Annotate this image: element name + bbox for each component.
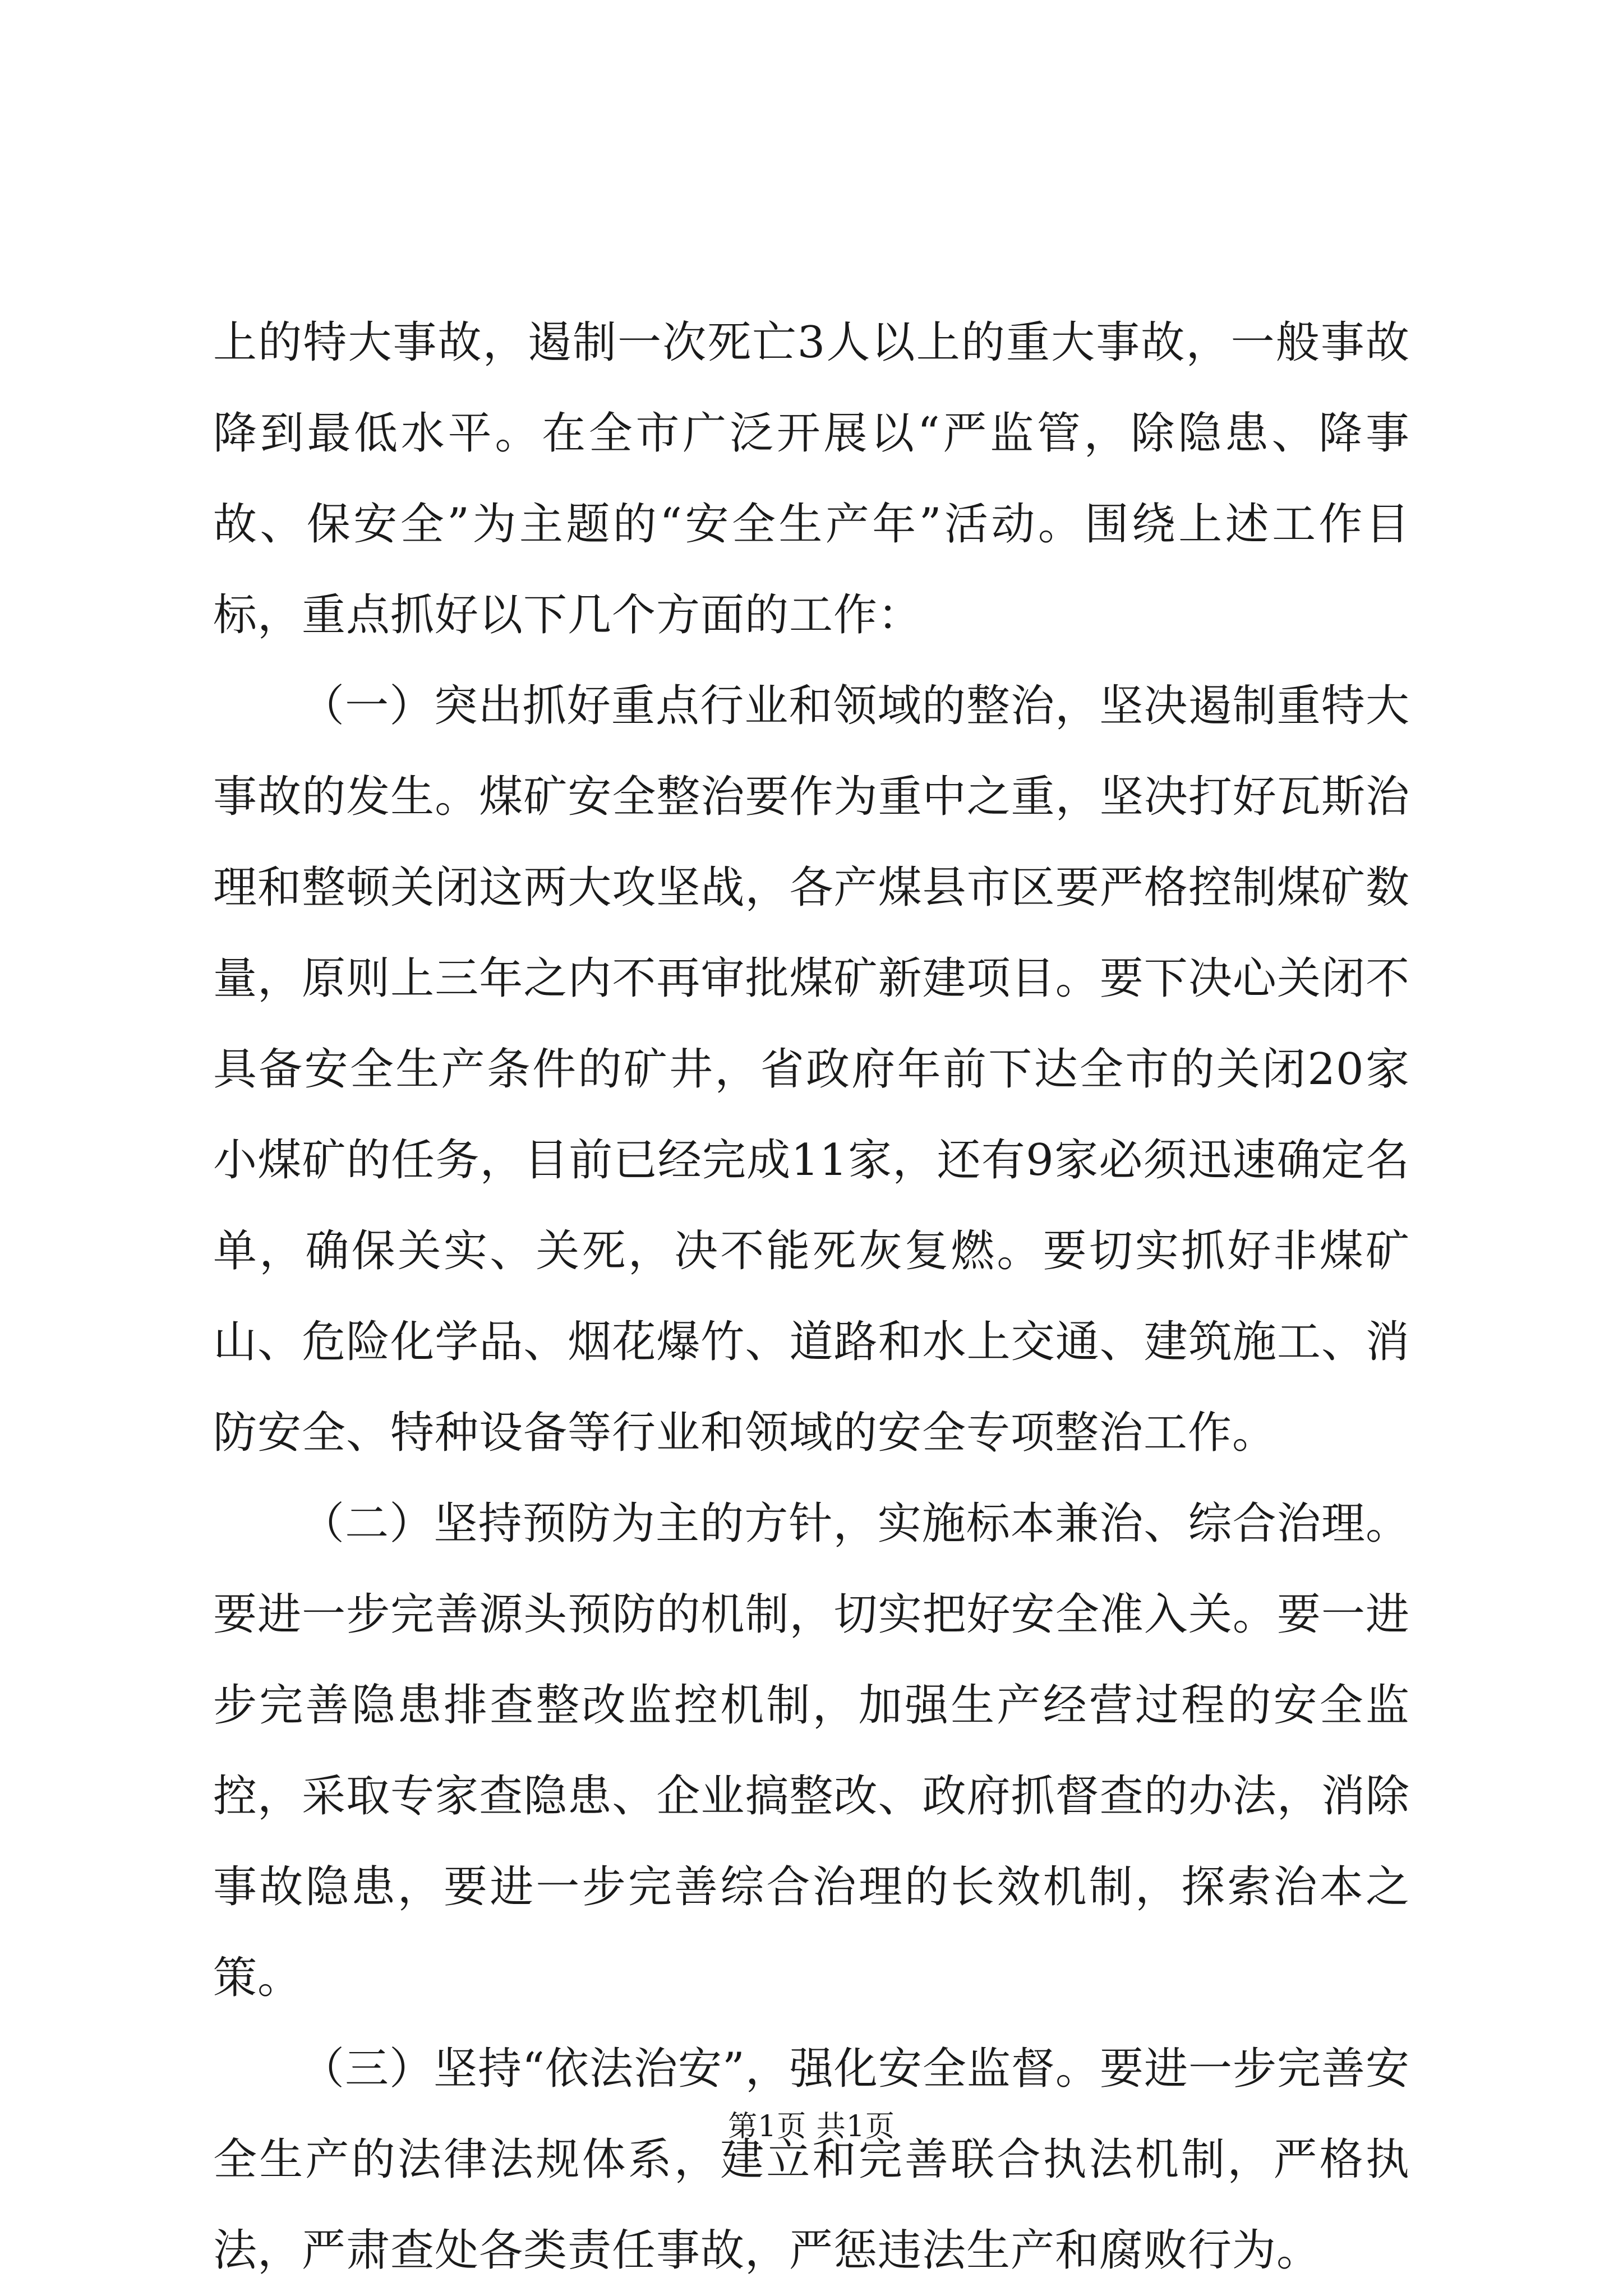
document-body — [213, 297, 1410, 2296]
paragraph-section-2: （二）坚持预防为主的方针，实施标本兼治、综合治理。要进一步完善源头预防的机制，切实把好安全准入关。要一进步完善隐患排查整改监控机制，加强生产经营过程的安全监控，采取专家查隐患、企业搞整改、政府抓督查的办法，消除事故隐患，要进一步完善综合治理的长效机制，探索治本之策。 — [213, 1499, 1410, 2003]
paragraph-section-3: （三）坚持“依法治安”，强化安全监督。要进一步完善安全生产的法律法规体系，建立和完善联合执法机制，严格执法，严肃查处各类责任事故，严惩违法生产和腐败行为。 — [213, 2044, 1410, 2276]
paragraph-continuation: 上的特大事故，遏制一次死亡3人以上的重大事故，一般事故降到最低水平。在全市广泛开展以“严监管，除隐患、降事故、保安全”为主题的“安全生产年”活动。围绕上述工作目标，重点抓好以下几个方面的工作： — [213, 317, 1410, 640]
page-number-footer: 第1页 共1页 — [728, 2110, 895, 2143]
paragraph-section-1: （一）突出抓好重点行业和领域的整治，坚决遏制重特大事故的发生。煤矿安全整治要作为重中之重，坚决打好瓦斯治理和整顿关闭这两大攻坚战，各产煤县市区要严格控制煤矿数量，原则上三年之内不再审批煤矿新建项目。要下决心关闭不具备安全生产条件的矿井，省政府年前下达全市的关闭20家小煤矿的任务，目前已经完成11家，还有9家必须迅速确定名单，确保关实、关死，决不能死灰复燃。要切实抓好非煤矿山、危险化学品、烟花爆竹、道路和水上交通、建筑施工、消防安全、特种设备等行业和领域的安全专项整治工作。 — [213, 681, 1410, 1458]
